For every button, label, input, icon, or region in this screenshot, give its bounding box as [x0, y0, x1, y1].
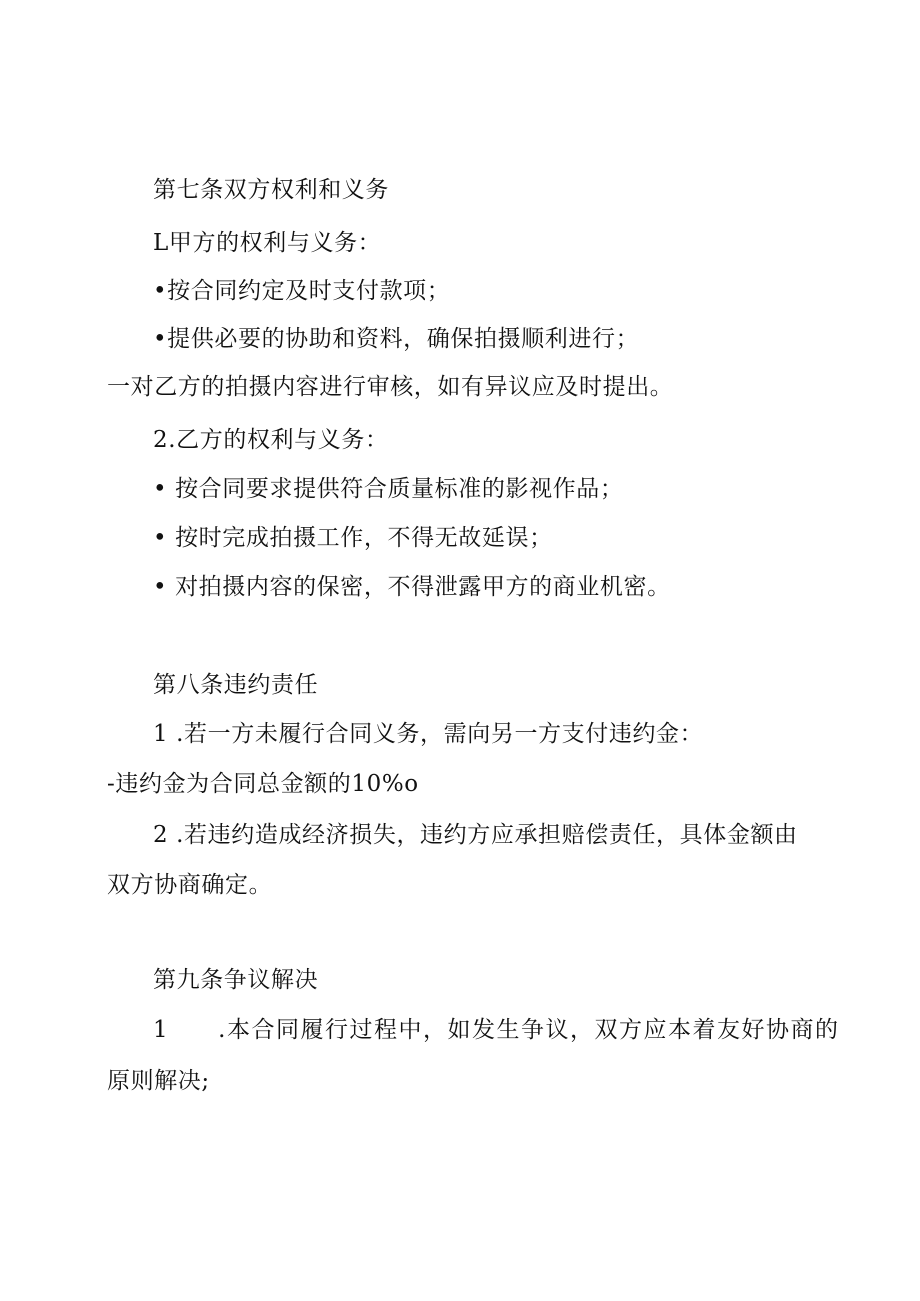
section-9-heading: 第九条争议解决 [153, 967, 319, 993]
section-7-heading: 第七条双方权利和义务 [153, 177, 389, 203]
party-b-item: • 按时完成拍摄工作，不得无故延误； [153, 525, 553, 551]
dispute-item-1-line-1: 1 .本合同履行过程中，如发生争议，双方应本着友好协商的 [153, 1017, 840, 1043]
party-b-title: 2.乙方的权利与义务： [153, 427, 389, 453]
dispute-item-1-line-2: 原则解决; [107, 1068, 210, 1094]
penalty-item-2-line-2: 双方协商确定。 [107, 872, 273, 898]
party-a-title: L甲方的权利与义务： [153, 230, 382, 256]
party-a-item: 一对乙方的拍摄内容进行审核，如有异议应及时提出。 [107, 374, 674, 400]
penalty-item-1-sub: -违约金为合同总金额的10%o [107, 771, 419, 797]
party-b-item: • 按合同要求提供符合质量标准的影视作品； [153, 476, 624, 502]
section-8-heading: 第八条违约责任 [153, 672, 319, 698]
party-a-item: •提供必要的协助和资料，确保拍摄顺利进行； [153, 326, 640, 352]
penalty-item-1: 1 .若一方未履行合同义务，需向另一方支付违约金： [153, 721, 704, 747]
party-a-item: •按合同约定及时支付款项； [153, 278, 451, 304]
party-b-item: • 对拍摄内容的保密，不得泄露甲方的商业机密。 [153, 574, 671, 600]
penalty-item-2-line-1: 2 .若违约造成经济损失，违约方应承担赔偿责任，具体金额由 [153, 822, 798, 848]
